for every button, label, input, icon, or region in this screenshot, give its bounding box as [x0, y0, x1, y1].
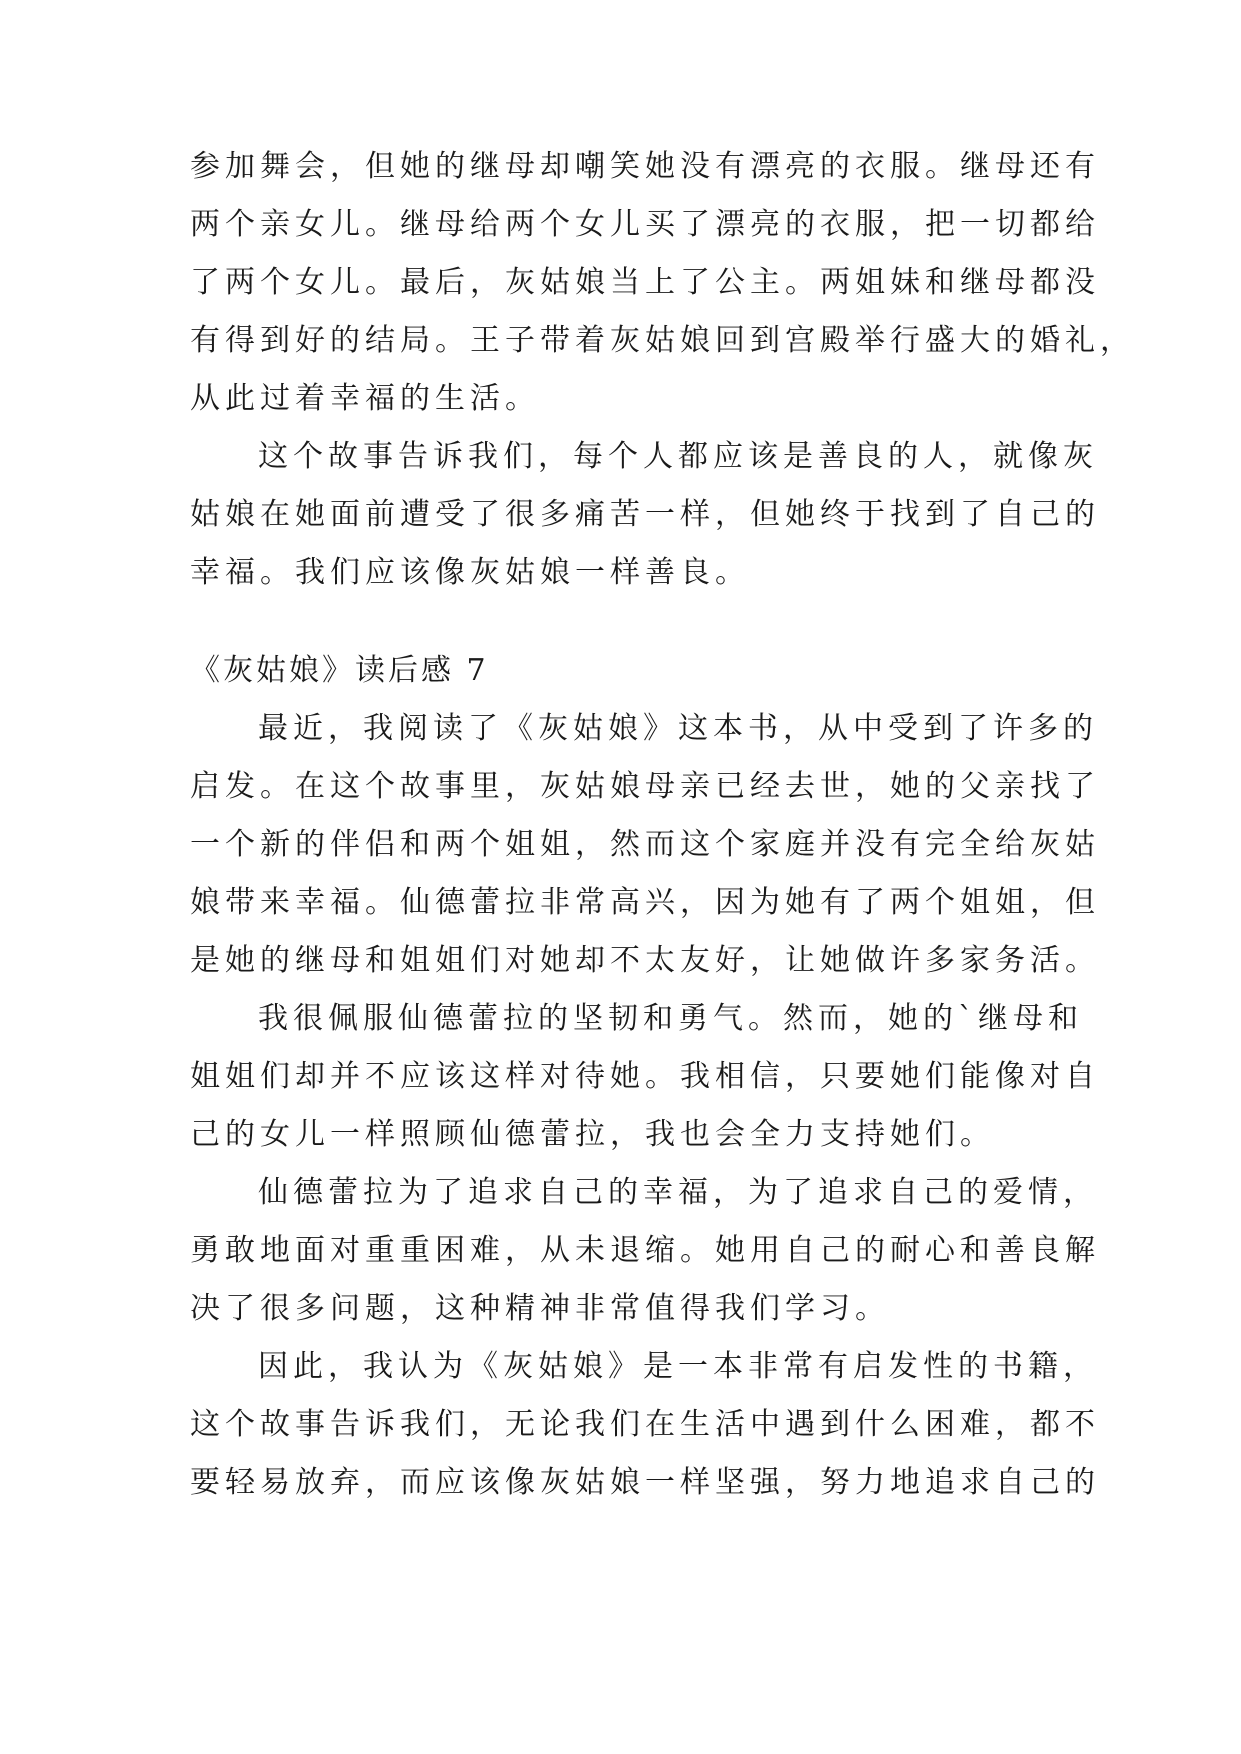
paragraph-1	[190, 700, 1100, 990]
paragraph-continuation	[190, 138, 1135, 428]
paragraph-4	[190, 1338, 1100, 1512]
text-line: 最近，我阅读了《灰姑娘》这本书，从中受到了许多的	[258, 711, 1098, 746]
text-line: 娘带来幸福。仙德蕾拉非常高兴，因为她有了两个姐姐，但	[190, 885, 1100, 920]
text-line: 是她的继母和姐姐们对她却不太友好，让她做许多家务活。	[190, 943, 1100, 978]
text-line: 两个亲女儿。继母给两个女儿买了漂亮的衣服，把一切都给	[190, 207, 1100, 242]
text-line: 幸福。我们应该像灰姑娘一样善良。	[190, 555, 750, 590]
text-line: 启发。在这个故事里，灰姑娘母亲已经去世，她的父亲找了	[190, 769, 1100, 804]
text-line: 仙德蕾拉为了追求自己的幸福，为了追求自己的爱情，	[258, 1175, 1098, 1210]
paragraph-lesson	[190, 428, 1100, 602]
text-line: 因此，我认为《灰姑娘》是一本非常有启发性的书籍，	[258, 1349, 1098, 1384]
text-line: 姑娘在她面前遭受了很多痛苦一样，但她终于找到了自己的	[190, 497, 1100, 532]
text-line: 一个新的伴侣和两个姐姐，然而这个家庭并没有完全给灰姑	[190, 827, 1100, 862]
text-line: 决了很多问题，这种精神非常值得我们学习。	[190, 1291, 890, 1326]
text-line: 我很佩服仙德蕾拉的坚韧和勇气。然而，她的`继母和	[258, 1001, 1083, 1036]
text-line: 要轻易放弃，而应该像灰姑娘一样坚强，努力地追求自己的	[190, 1465, 1100, 1500]
text-line: 有得到好的结局。王子带着灰姑娘回到宫殿举行盛大的婚礼，	[190, 323, 1135, 358]
text-line: 姐姐们却并不应该这样对待她。我相信，只要她们能像对自	[190, 1059, 1100, 1094]
document-body	[190, 138, 1135, 1512]
section-heading: 《灰姑娘》读后感 7	[190, 653, 489, 688]
text-line: 从此过着幸福的生活。	[190, 381, 540, 416]
paragraph-3	[190, 1164, 1100, 1338]
text-line: 己的女儿一样照顾仙德蕾拉，我也会全力支持她们。	[190, 1117, 995, 1152]
text-line: 这个故事告诉我们，每个人都应该是善良的人，就像灰	[258, 439, 1098, 474]
text-line: 这个故事告诉我们，无论我们在生活中遇到什么困难，都不	[190, 1407, 1100, 1442]
text-line: 勇敢地面对重重困难，从未退缩。她用自己的耐心和善良解	[190, 1233, 1100, 1268]
section-spacer	[190, 602, 1070, 642]
paragraph-2	[190, 990, 1100, 1164]
text-line: 了两个女儿。最后，灰姑娘当上了公主。两姐妹和继母都没	[190, 265, 1100, 300]
text-line: 参加舞会，但她的继母却嘲笑她没有漂亮的衣服。继母还有	[190, 149, 1100, 184]
